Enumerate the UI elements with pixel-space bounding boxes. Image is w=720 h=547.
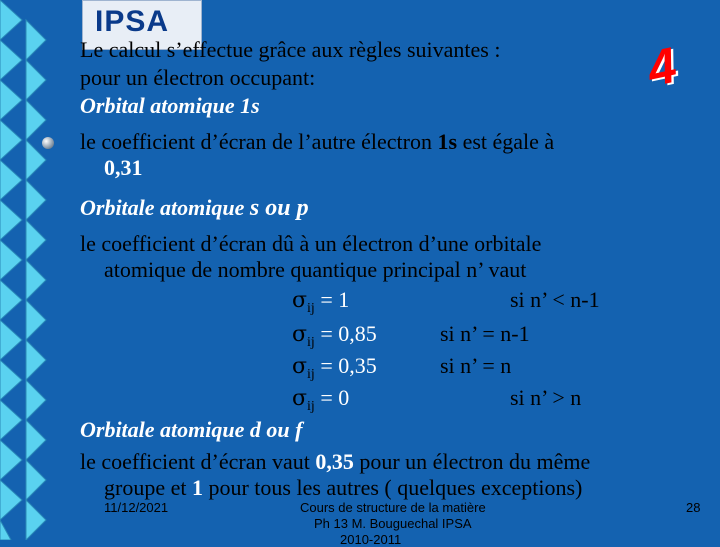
rule-1s-line [80, 130, 554, 154]
sigma-value: = 0,35 [314, 353, 377, 378]
rule-sp-line-1: le coefficient d’écran dû à un électron d’une orbitale [80, 231, 542, 256]
intro-line-1: Le calcul s’effectue grâce aux règles suivantes : [80, 37, 501, 62]
rule-df-text-d: groupe et [104, 475, 192, 500]
rule-df-text-b: 0,35 [315, 449, 354, 474]
sigma-subscript: ij [307, 301, 315, 316]
sigma-value: = 0 [314, 385, 350, 410]
sigma-symbol: σ [292, 354, 308, 379]
heading-sp-text-a: Orbitale atomique [80, 195, 250, 220]
sigma-rule-2 [292, 322, 377, 355]
rule-1s-text-c: est égale à [457, 129, 555, 154]
rule-1s-text-b: 1s [437, 129, 458, 154]
sigma-subscript: ij [307, 335, 315, 350]
footer-author: Ph 13 M. Bouguechal IPSA [314, 516, 472, 531]
sigma-value: = 1 [314, 287, 350, 312]
heading-orbital-df [80, 418, 302, 442]
footer-date: 11/12/2021 [104, 500, 169, 515]
value-1s: 0,31 [104, 155, 143, 180]
sigma-value: = 0,85 [314, 321, 377, 346]
rule-df-text-c: pour un électron du même [353, 449, 591, 474]
bullet-icon [42, 137, 54, 149]
rule-df-line-2 [104, 476, 582, 500]
sigma-rule-4 [292, 386, 349, 419]
sigma-subscript: ij [307, 367, 315, 382]
rule-df-text-e: 1 [191, 475, 203, 500]
heading-df-text-a: Orbitale atomique [80, 417, 250, 442]
logo-text: IPSA [95, 5, 170, 38]
triangle-pattern [0, 0, 70, 540]
slide-badge: 4 [642, 36, 682, 98]
condition-2: si n’ = n-1 [440, 321, 530, 346]
sigma-symbol: σ [292, 386, 308, 411]
footer-page-number: 28 [686, 500, 701, 515]
heading-orbital-sp [80, 196, 309, 220]
heading-sp-text-b: s ou p [249, 195, 309, 221]
intro-line-2: pour un électron occupant: [80, 65, 316, 90]
sigma-symbol: σ [292, 322, 308, 347]
decorative-border [0, 0, 70, 540]
rule-df-line-1 [80, 450, 590, 474]
sigma-rule-3 [292, 354, 377, 387]
condition-3: si n’ = n [440, 353, 512, 378]
rule-sp-line-2: atomique de nombre quantique principal n’ vaut [104, 257, 527, 282]
sigma-rule-1 [292, 288, 349, 321]
condition-4: si n’ > n [510, 385, 582, 410]
heading-df-text-b: d ou f [249, 417, 303, 442]
heading-orbital-1s: Orbital atomique 1s [80, 93, 260, 118]
rule-1s-text-a: le coefficient d’écran de l’autre électron [80, 129, 438, 154]
sigma-subscript: ij [307, 399, 315, 414]
footer-year: 2010-2011 [340, 532, 402, 547]
rule-df-text-a: le coefficient d’écran vaut [80, 449, 316, 474]
condition-1: si n’ < n-1 [510, 287, 600, 312]
sigma-symbol: σ [292, 288, 308, 313]
footer-course: Cours de structure de la matière [300, 500, 486, 515]
rule-df-text-f: pour tous les autres ( quelques exceptions) [202, 475, 583, 500]
